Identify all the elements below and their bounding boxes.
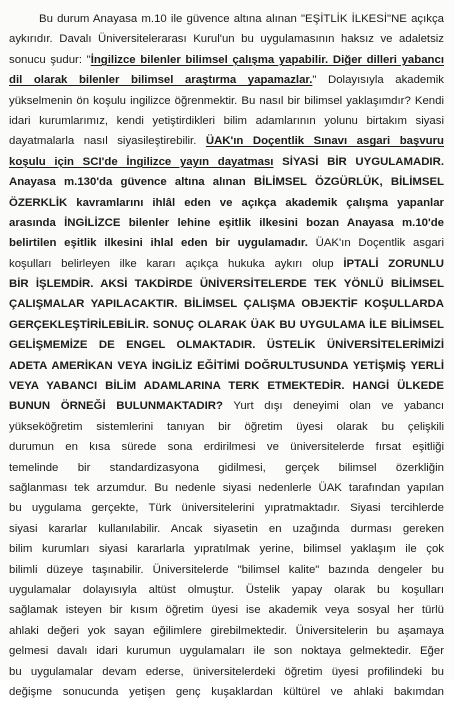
body-text: ÜAK'ın Doçentlik asgari (307, 237, 444, 250)
text-line (9, 498, 444, 518)
text-line (9, 29, 444, 49)
text-line (9, 376, 444, 396)
text-line (9, 193, 444, 213)
text-line (9, 478, 444, 498)
text-line (9, 437, 444, 457)
text-line (9, 641, 444, 661)
body-text: arasında İNGİLİZCE bilenler lehine eşitlik ilkesini bozan Anayasa m.10'de (9, 216, 444, 229)
text-line (9, 682, 444, 702)
text-line (9, 580, 444, 600)
text-line (9, 274, 444, 294)
body-text: sağlamak isteyen bir kısım öğretim üyesi ise akademik veya sosyal her türlü (9, 604, 444, 617)
bold-text: belirtilen eşitlik ilkesini ihlal eden bir uygulamadır. (9, 237, 308, 250)
body-text: sonucu şudur: " (9, 53, 91, 66)
body-text: VEYA YABANCI BİLİM ADAMLARINA TERK ETMEKTEDİR. HANGİ ÜLKEDE (9, 380, 444, 393)
text-line (9, 131, 444, 151)
body-text: " Dolayısıyla akademik (312, 74, 444, 87)
text-line (9, 9, 444, 29)
text-line (9, 152, 444, 172)
body-text: ÇALIŞMALAR YAPILACAKTIR. BİLİMSEL ÇALIŞMA OBJEKTİF KOŞULLARDA (9, 298, 444, 311)
text-line (9, 396, 444, 416)
text-line (9, 70, 444, 90)
text-line (9, 91, 444, 111)
text-line (9, 335, 444, 355)
document-body (9, 9, 444, 702)
body-text: koşulları belirleyen ilke kararı açıkça hukuka aykırı olup (9, 257, 344, 270)
text-line (9, 233, 444, 253)
text-line (9, 621, 444, 641)
text-line (9, 254, 444, 274)
body-text: durumun en kısa sürede sona erdirilmesi ve üniversitelerde fırsat eşitliği (9, 441, 444, 454)
text-line (9, 662, 444, 682)
text-line (9, 560, 444, 580)
body-text: dayatmalarla nasıl siyasileştirebilir. (9, 135, 206, 148)
text-line (9, 600, 444, 620)
text-line (9, 294, 444, 314)
body-text: ÖZERKLİK kavramlarını ihlâl eden ve açıkça akademik çalışma yapanlar (9, 196, 444, 209)
bold-text: SİYASİ BİR UYGULAMADIR. (273, 155, 444, 168)
body-text: aykırıdır. Davalı Üniversitelerarası Kurul'un bu uygulamasının haksız ve adaletsiz (9, 33, 444, 46)
body-text: Bu durum Anayasa m.10 ile güvence altına alınan "EŞİTLİK İLKESİ"NE açıkça (39, 13, 444, 25)
bold-text: BUNUN ÖRNEĞİ BULUNMAKTADIR? (9, 400, 223, 413)
underlined-text: koşulu için SCI'de İngilizce yayın dayatması (9, 155, 274, 168)
body-text: ADETA AMERİKAN VEYA İNGİLİZ EĞİTİMİ DOĞRULTUSUNDA YETİŞMİŞ YERLİ (9, 359, 444, 372)
body-text: sağlanması tek arzumdur. Bu nedenle siyasi nedenlerle ÜAK tarafından yapılan (9, 481, 444, 494)
body-text: BİR İŞLEMDİR. AKSİ TAKDİRDE ÜNİVERSİTELERDE TEK YÖNLÜ BİLİMSEL (9, 278, 444, 291)
text-line (9, 213, 444, 233)
body-text: temelinde bir standardizasyona gidilmesi, gerçek bilimsel özerkliğin (9, 461, 444, 474)
body-text: uygulamalar dolayısıyla altüst olmuştur. Üstelik yapay olarak bu koşulları (9, 583, 444, 596)
underlined-text: ÜAK'ın Doçentlik Sınavı asgari başvuru (205, 135, 444, 148)
body-text: Anayasa m.130'da güvence altına alınan BİLİMSEL ÖZGÜRLÜK, BİLİMSEL (9, 176, 444, 189)
body-text: bilim kurumları siyasi kararlarla yıpratılmak yerine, bilimsel yaklaşım ile çok (9, 543, 444, 556)
body-text: Yurt dışı deneyimi olan ve yabancı (222, 400, 444, 413)
bold-text: İPTALİ ZORUNLU (343, 257, 444, 270)
text-line (9, 519, 444, 539)
text-line (9, 539, 444, 559)
text-line (9, 315, 444, 335)
text-line (9, 111, 444, 131)
body-text: yükselmenin ön koşulu ingilizce öğrenmektir. Bu nasıl bir bilimsel yaklaşımdır? Kendi (9, 94, 444, 107)
body-text: siyasi kararlar kullanılabilir. Ancak siyasetin en uzağında durması gereken (9, 522, 444, 535)
body-text: bilimli düzeye taşınabilir. Üniversitelerde "bilimsel kalite" bazında dengeler bu (9, 563, 444, 576)
body-text: gelmesi davalı idari kurumun uygulamaları ile son noktaya gelmektedir. Eğer (9, 645, 444, 658)
body-text: bu uygulama gerçekte, Türk üniversitelerini yıpratmaktadır. Siyasi tercihlerde (9, 502, 444, 515)
text-line (9, 356, 444, 376)
text-line (9, 417, 444, 437)
body-text: bu uygulamalar devam ederse, üniversitelerdeki öğretim üyesi profilindeki bu (9, 665, 444, 678)
body-text: GERÇEKLEŞTİRİLEBİLİR. SONUÇ OLARAK ÜAK BU UYGULAMA İLE BİLİMSEL (9, 318, 444, 331)
underlined-text: İngilizce bilenler bilimsel çalışma yapabilir. Diğer dilleri yabancı (90, 53, 444, 66)
text-line (9, 50, 444, 70)
body-text: değişme sonucunda yetişen genç kuşaklardan kültürel ve ahlaki bakımdan (9, 685, 444, 698)
underlined-text: dil olarak bilenler bilimsel araştırma yapamazlar. (9, 74, 313, 87)
text-line (9, 172, 444, 192)
body-text: idari kurumlarımız, kendi yetiştirdikleri bilim adamlarının yolunu birtakım siyasi (9, 114, 444, 127)
body-text: ahlaki değeri yok sayan eğilimlere girebilmektedir. Üniversitelerin bu aşamaya (9, 624, 444, 637)
text-line (9, 458, 444, 478)
body-text: yükseköğretim sistemlerini tanıyan bir öğretim üyesi olarak bu çelişkili (9, 420, 444, 433)
body-text: GELİŞMEMİZE DE ENGEL OLMAKTADIR. ÜSTELİK ÜNİVERSİTELERİMİZİ (9, 339, 444, 352)
